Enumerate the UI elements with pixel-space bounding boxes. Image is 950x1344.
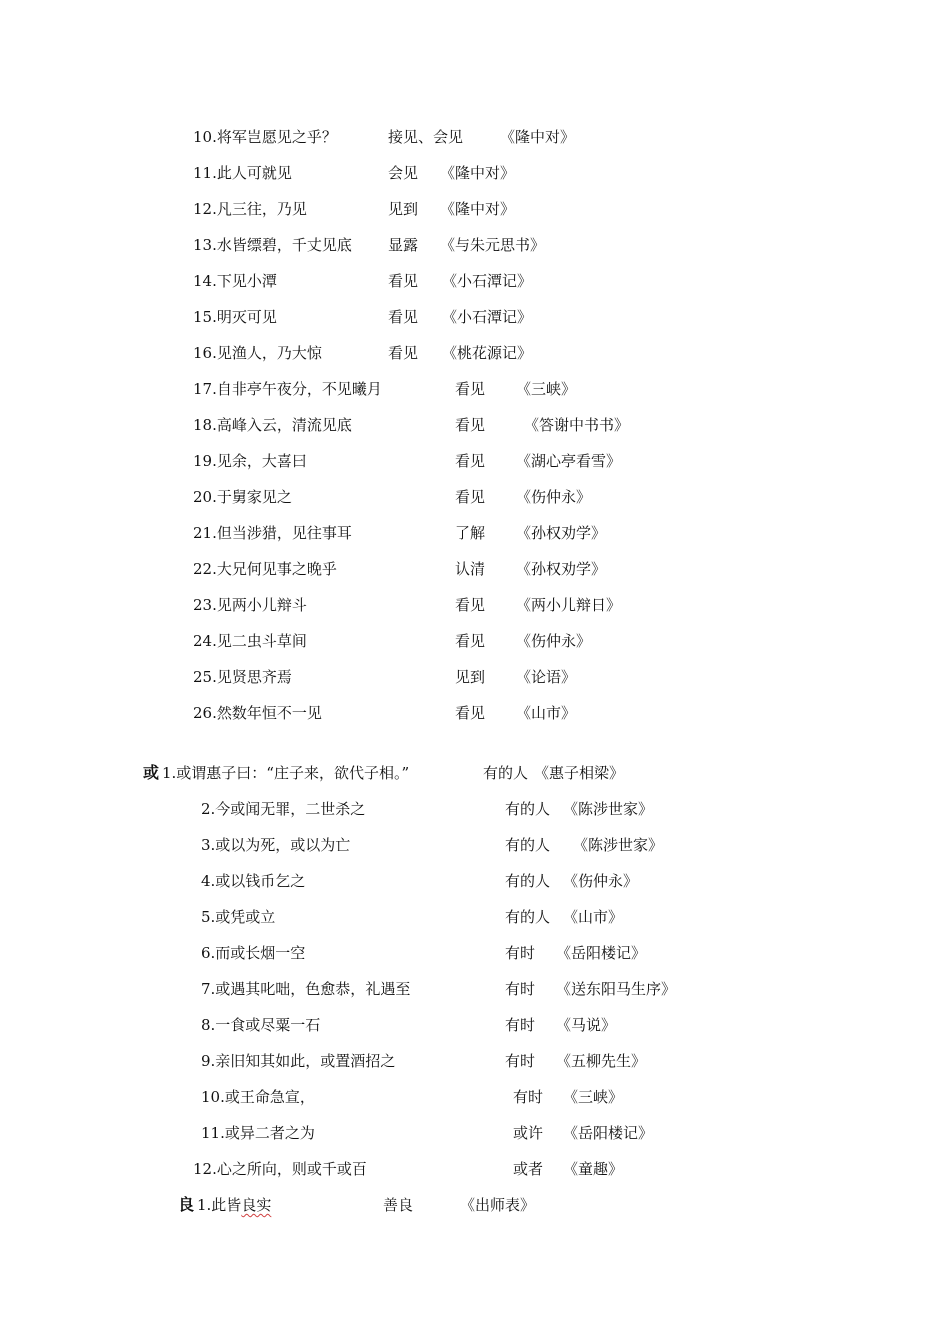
word-meaning: 看见 [388, 272, 419, 290]
source-title: 《桃花源记》 [442, 344, 533, 362]
word-meaning: 接见、会见 [388, 128, 464, 146]
word-meaning: 看见 [455, 488, 486, 506]
source-title: 《马说》 [556, 1016, 617, 1034]
example-sentence: 12.凡三往，乃见 [193, 200, 307, 218]
example-sentence: 8.一食或尽粟一石 [201, 1016, 321, 1034]
example-sentence: 19.见余，大喜曰 [193, 452, 307, 470]
word-meaning: 见到 [388, 200, 419, 218]
word-meaning: 有的人 [483, 764, 529, 782]
example-sentence: 18.高峰入云，清流见底 [193, 416, 352, 434]
word-meaning: 看见 [388, 308, 419, 326]
word-meaning: 有的人 [505, 800, 551, 818]
example-sentence [197, 1194, 271, 1216]
example-sentence: 24.见二虫斗草间 [193, 632, 307, 650]
source-title: 《陈涉世家》 [563, 800, 654, 818]
key-word: 良实 [241, 1196, 272, 1214]
source-title: 《岳阳楼记》 [563, 1124, 654, 1142]
word-meaning: 见到 [455, 668, 486, 686]
example-sentence: 25.见贤思齐焉 [193, 668, 292, 686]
word-meaning: 有时 [505, 1016, 536, 1034]
example-sentence: 11.此人可就见 [193, 164, 292, 182]
source-title: 《伤仲永》 [563, 872, 639, 890]
section-head-char: 良 [178, 1195, 195, 1214]
example-sentence: 23.见两小儿辩斗 [193, 596, 307, 614]
source-title: 《孙权劝学》 [516, 560, 607, 578]
source-title: 《论语》 [516, 668, 577, 686]
source-title: 《五柳先生》 [556, 1052, 647, 1070]
word-meaning: 看见 [455, 416, 486, 434]
source-title: 《隆中对》 [440, 200, 516, 218]
source-title: 《陈涉世家》 [573, 836, 664, 854]
example-sentence: 11.或异二者之为 [201, 1124, 315, 1142]
example-sentence: 26.然数年恒不一见 [193, 704, 322, 722]
example-sentence: 22.大兄何见事之晚乎 [193, 560, 337, 578]
word-meaning: 有的人 [505, 836, 551, 854]
word-meaning: 看见 [455, 380, 486, 398]
example-sentence: 9.亲旧知其如此，或置酒招之 [201, 1052, 396, 1070]
word-meaning: 有的人 [505, 872, 551, 890]
example-sentence: 17.自非亭午夜分，不见曦月 [193, 380, 382, 398]
word-meaning: 或者 [513, 1160, 544, 1178]
section-head-char: 或 [143, 763, 160, 782]
example-sentence: 10.将军岂愿见之乎？ [193, 128, 337, 146]
word-meaning: 会见 [388, 164, 419, 182]
word-meaning: 有时 [505, 944, 536, 962]
word-meaning: 有时 [505, 980, 536, 998]
example-sentence: 16.见渔人，乃大惊 [193, 344, 322, 362]
example-sentence: 2.今或闻无罪，二世杀之 [201, 800, 366, 818]
example-sentence: 5.或凭或立 [201, 908, 276, 926]
source-title: 《惠子相梁》 [534, 764, 625, 782]
word-meaning: 看见 [455, 704, 486, 722]
word-meaning: 看见 [455, 596, 486, 614]
source-title: 《三峡》 [516, 380, 577, 398]
word-meaning: 看见 [455, 632, 486, 650]
word-meaning: 看见 [388, 344, 419, 362]
source-title: 《山市》 [563, 908, 624, 926]
word-meaning: 善良 [383, 1196, 414, 1214]
source-title: 《小石潭记》 [442, 272, 533, 290]
word-meaning: 了解 [455, 524, 486, 542]
source-title: 《伤仲永》 [516, 632, 592, 650]
word-meaning: 认清 [455, 560, 486, 578]
word-meaning: 有时 [505, 1052, 536, 1070]
example-sentence: 4.或以钱币乞之 [201, 872, 306, 890]
source-title: 《出师表》 [460, 1196, 536, 1214]
example-sentence: 10.或王命急宣， [201, 1088, 315, 1106]
source-title: 《伤仲永》 [516, 488, 592, 506]
example-sentence: 20.于舅家见之 [193, 488, 292, 506]
word-meaning: 有的人 [505, 908, 551, 926]
sentence-prefix: 1.此皆 [197, 1196, 242, 1214]
source-title: 《两小儿辩日》 [516, 596, 622, 614]
word-meaning: 或许 [513, 1124, 544, 1142]
example-sentence: 6.而或长烟一空 [201, 944, 306, 962]
source-title: 《隆中对》 [500, 128, 576, 146]
source-title: 《送东阳马生序》 [556, 980, 677, 998]
source-title: 《童趣》 [563, 1160, 624, 1178]
source-title: 《小石潭记》 [442, 308, 533, 326]
example-sentence: 21.但当涉猎，见往事耳 [193, 524, 352, 542]
source-title: 《岳阳楼记》 [556, 944, 647, 962]
source-title: 《答谢中书书》 [524, 416, 630, 434]
source-title: 《隆中对》 [440, 164, 516, 182]
word-meaning: 有时 [513, 1088, 544, 1106]
example-sentence: 3.或以为死，或以为亡 [201, 836, 351, 854]
word-meaning: 看见 [455, 452, 486, 470]
example-sentence: 12.心之所向，则或千或百 [193, 1160, 367, 1178]
source-title: 《孙权劝学》 [516, 524, 607, 542]
example-sentence: 13.水皆缥碧，千丈见底 [193, 236, 352, 254]
source-title: 《湖心亭看雪》 [516, 452, 622, 470]
source-title: 《山市》 [516, 704, 577, 722]
example-sentence: 7.或遇其叱咄，色愈恭，礼遇至 [201, 980, 411, 998]
example-sentence: 1.或谓惠子曰：“庄子来，欲代子相。” [162, 764, 410, 782]
example-sentence: 14.下见小潭 [193, 272, 277, 290]
example-sentence: 15.明灭可见 [193, 308, 277, 326]
word-meaning: 显露 [388, 236, 419, 254]
source-title: 《与朱元思书》 [440, 236, 546, 254]
source-title: 《三峡》 [563, 1088, 624, 1106]
